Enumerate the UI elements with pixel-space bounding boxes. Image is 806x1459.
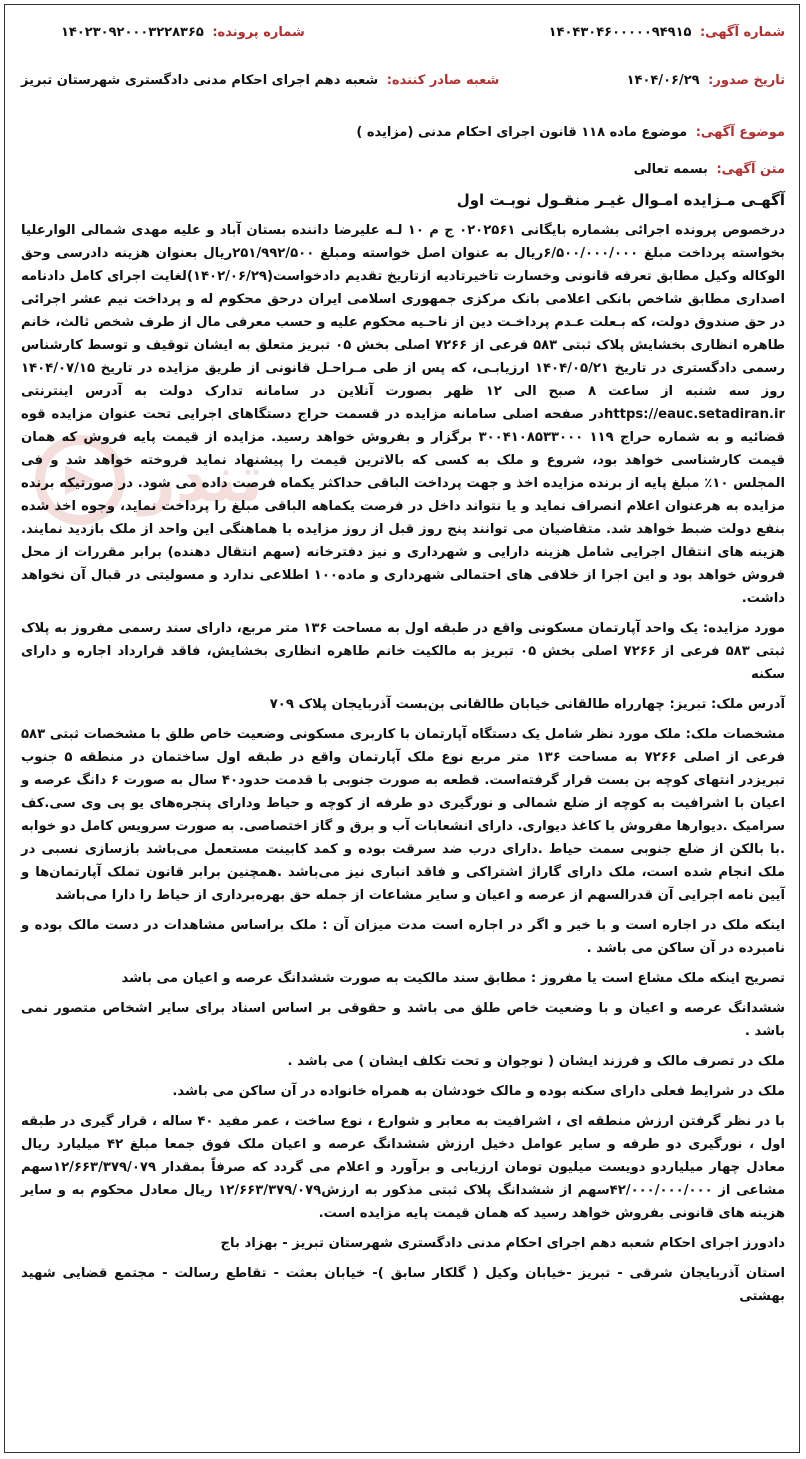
text-value: بسمه تعالی (633, 162, 708, 177)
auction-url-link[interactable]: https://eauc.setadiran.ir (603, 407, 785, 422)
paragraph-possession: ملک در تصرف مالک و فرزند ایشان ( نوجوان و تحت تکلف ایشان ) می باشد . (287, 1054, 785, 1069)
paragraph-occupancy: ملک در شرایط فعلی دارای سکنه بوده و مالک خودشان به همراه خانواده در آن ساکن می باشد. (172, 1084, 785, 1099)
paragraph-title-status: ششدانگ عرصه و اعیان و با وضعیت خاص طلق می باشد و حقوقی بر اساس اسناد برای سایر اشخاص متصور نمی باشد . (21, 1001, 785, 1039)
paragraph-specs: مشخصات ملک: ملک مورد نظر شامل یک دستگاه آپارتمان با کاربری مسکونی وضعیت خاص طلق با مشخصات ثبتی ۵۸۳ فرعی از اصلی ۷۲۶۶ به مساحت ۱۳۶ متر مربع نوع ملک آپارتمان واقع در طبقه اول ساختمان در منطقه ۵ جنوب تبریزدر انتهای کوچه بن بست قرار گرفته‌است. قطعه به صورت جنوبی با قدمت حدود۴۰ سال به صورت ۶ دانگ عرصه و اعیان با اشرافیت به کوچه از ضلع شمالی و نورگیری دو طرفه از کوچه و حیاط ودارای پنجره‌های یو پی وی سی.کف سرامیک .دیوارها مفروش با کاغذ دیواری. دارای انشعابات آب و برق و گاز اختصاصی. به صورت سرویس کامل دو خوابه .با بالکن از ضلع جنوبی سمت حیاط .دارای درب ضد سرقت بوده و کمد کابینت مستعمل می‌باشد بازسازی نسبی در ملک انجام شده است، ملک دارای گاراژ اشتراکی و فاقد انباری نیز می‌باشد .همچنین برابر قانون تملک آپارتمان‌ها و آیین نامه اجرایی آن قدرالسهم از عرصه و اعیان و سایر مشاعات از جمله حق بهره‌برداری از حیاط را دارا می‌باشد (20, 727, 785, 903)
subject-value: موضوع ماده ۱۱۸ قانون اجرای احکام مدنی (مزایده ) (356, 125, 688, 140)
text-label: متن آگهی: (716, 162, 785, 177)
subject-line (21, 125, 785, 140)
case-number-value: ۱۴۰۲۳۰۹۲۰۰۰۳۲۲۸۳۶۵ (61, 25, 204, 40)
subject-label: موضوع آگهی: (695, 125, 785, 140)
notice-headline: آگهـی مـزایده امـوال غیـر منقـول نوبـت اول (456, 191, 785, 209)
paragraph-court-address: استان آذربایجان شرقی - تبریز -خیابان وکیل ( گلکار سابق )- خیابان بعثت - تقاطع رسالت - مجتمع قضایی شهید بهشتی (21, 1266, 785, 1304)
text-line (21, 162, 785, 177)
issuer-label: شعبه صادر کننده: (386, 73, 500, 88)
paragraph-valuation: با در نظر گرفتن ارزش منطقه ای ، اشرافیت به معابر و شوارع ، نوع ساخت ، عمر مفید ۴۰ ساله ، قرار گیری در طبقه اول ، نورگیری دو طرفه و سایر عوامل دخیل ارزش ششدانگ عرصه و اعیان ملک فوق جمعا مبلغ ۴۲ میلیارد ریال معادل چهار میلیاردو دویست میلیون تومان ارزیابی و برآورد و اعلام می گردد که صرفاً بمقدار ۱۲/۶۶۳/۳۷۹/۰۷۹سهم مشاعی از ۴۲/۰۰۰/۰۰۰/۰۰۰سهم از ششدانگ پلاک ثبتی مذکور به ارزش۱۲/۶۶۳/۳۷۹/۰۷۹ ریال معادل محکوم به و سایر هزینه های قانونی بفروش خواهد رسید که همان قیمت پایه مزایده است. (21, 1114, 786, 1221)
ad-number-label: شماره آگهی: (699, 25, 785, 40)
issue-date-label: تاریخ صدور: (708, 73, 785, 88)
issuer (21, 73, 499, 88)
paragraph-signature: دادورز اجرای احکام شعبه دهم اجرای احکام مدنی دادگستری شهرستان تبریز - بهزاد باج (220, 1236, 785, 1251)
ad-number (549, 25, 785, 40)
ad-number-value: ۱۴۰۴۳۰۴۶۰۰۰۰۰۹۴۹۱۵ (548, 25, 692, 40)
header-row-2 (21, 73, 785, 125)
case-number-label: شماره پرونده: (212, 25, 305, 40)
paragraph-main (21, 219, 785, 610)
issuer-value: شعبه دهم اجرای احکام مدنی دادگستری شهرستان تبریز (21, 73, 379, 88)
issue-date-value: ۱۴۰۴/۰۶/۲۹ (626, 73, 700, 88)
document-frame (4, 4, 800, 1453)
paragraph-main-part1: درخصوص پرونده اجرائی بشماره بایگانی ۰۲۰۲۵۶۱ ج م ۱۰ لـه علیرضا داننده بستان آباد و علیه مهدی شمالی الوارعلیا بخواسته پرداخت مبلغ ۶/۵۰۰/۰۰۰/۰۰۰ریال به عنوان اصل خواسته ومبلغ ۲۵۱/۹۹۲/۵۰۰ریال بعنوان هزینه دادرسی وحق الوکاله وکیل مطابق تعرفه قانونی وخسارت تاخیرتادیه ازتاریخ تقدیم دادخواست(۱۴۰۲/۰۶/۲۹)لغایت اجرای کامل دادنامه اصداری مطابق شاخص بانکی اعلامی بانک مرکزی جمهوری اسلامی ایران درحق محکوم له و پرداخت نیم عشر اجرائی در حق صندوق دولت، که بـعلت عـدم پرداخـت دین از ناحـیه محکوم علیه و حسب معرفی مال از طرف شخص ثالث، خانم طاهره انظاری بخشایش پلاک ثبتی ۵۸۳ فرعی از ۷۲۶۶ اصلی بخش ۰۵ تبریز متعلق به ایشان توقیف و توسط کارشناس رسمی دادگستری در تاریخ ۱۴۰۴/۰۵/۲۱ ارزیابـی، که پس از طی مـراحـل قانونی از طریق مزایده در تاریخ ۱۴۰۴/۰۷/۱۵ روز سه شنبه از ساعت ۸ صبح الی ۱۲ ظهر بصورت آنلاین در سامانه تدارک دولت به آدرس اینترنتی (21, 223, 786, 399)
watermark-text: تندر (139, 443, 263, 517)
paragraph-address: آدرس ملک: تبریز: چهارراه طالقانی خیابان طالقانی بن‌بست آذربایجان پلاک ۷۰۹ (269, 697, 785, 712)
paragraph-auction-item: مورد مزایده: یک واحد آپارتمان مسکونی واقع در طبقه اول به مساحت ۱۳۶ متر مربع، دارای سند رسمی مفروز به پلاک ثبتی ۵۸۳ فرعی از ۷۲۶۶ اصلی بخش ۰۵ تبریز به مالکیت خانم طاهره انظاری بخشایش، فاقد قرارداد اجاره و دارای سکنه (21, 621, 785, 682)
paragraph-ownership: تصریح اینکه ملک مشاع است یا مفروز : مطابق سند مالکیت به صورت ششدانگ عرصه و اعیان می باشد (121, 971, 785, 986)
notice-document (5, 5, 799, 1308)
case-number (61, 25, 305, 40)
paragraph-lease: اینکه ملک در اجاره است و با خیر و اگر در اجاره است مدت میزان آن : ملک براساس مشاهدات در دست مالک بوده و نامبرده در آن ساکن می باشد . (21, 918, 785, 956)
paragraph-main-part2: در صفحه اصلی سامانه مزایده در قسمت حراج دستگاهای اجرایی تحت عنوان مزایده قوه قضائیه و به شماره حراج ۱۱۹ ۳۰۰۴۱۰۸۵۳۳۰۰۰ برگزار و بفروش خواهد رسید. مزایده از قیمت پایه فروش که همان قیمت کارشناسی خواهد بود، شروع و ملک به کسی که بالاترین قیمت را پیشنهاد نماید فروخته خواهد شد و فی المجلس ۱۰٪ مبلغ پایه از برنده مزایده اخذ و جهت پرداخت الباقی حداکثر یکماه فرصت داده می شود. در صورتیکه برنده مزایده به هرعنوان اعلام انصراف نماید و یا نتواند داخل در فرصت یکماهه الباقی مبلغ را پرداخت نماید، وجوه اخذ شده بنفع دولت ضبط خواهد شد. متقاضیان می توانند پنج روز قبل از روز مزایده با هماهنگی این واحد از ملک بازدید نمایند. هزینه های انتقال اجرایی شامل هزینه دارایی و شهرداری و نیز دفترخانه (سهم انتقال دهنده) برابر مقررات از محل فروش خواهد بود و این اجرا از خلافی های احتمالی شهرداری و ماده۱۰۰ اطلاعی ندارد و مسولیتی در قبال آن نخواهد داشت. (21, 407, 786, 606)
issue-date (627, 73, 785, 88)
header-row-1 (21, 25, 785, 73)
